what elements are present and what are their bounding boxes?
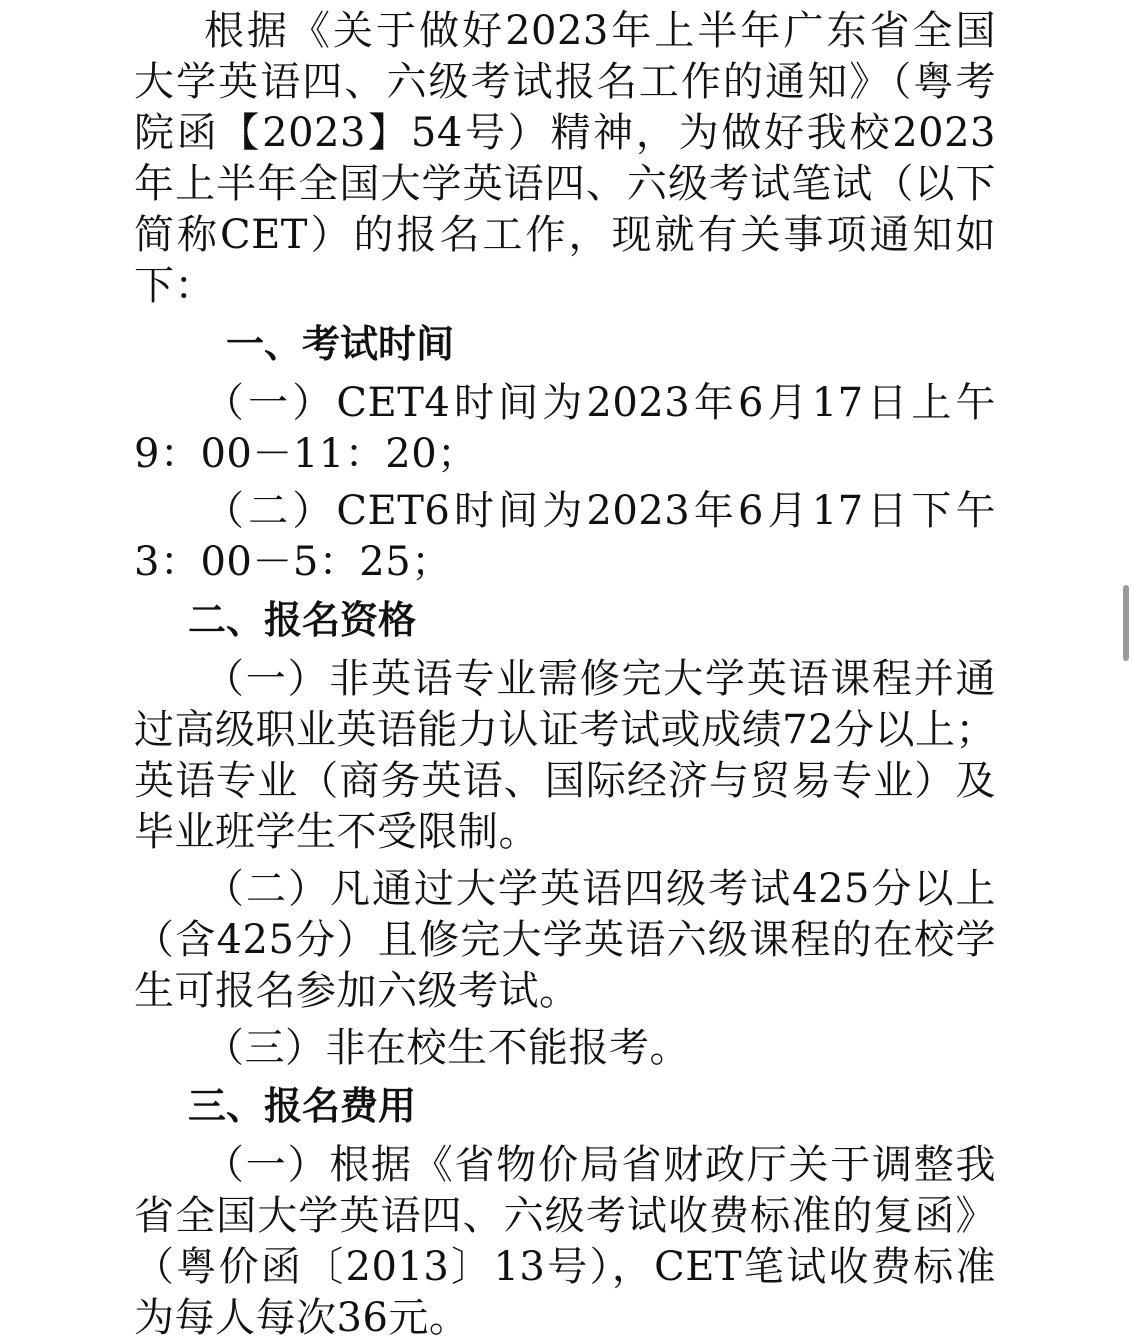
vertical-scrollbar[interactable]	[1119, 0, 1133, 1280]
exam-time-item-cet4: （一）CET4时间为2023年6月17日上午9：00－11：20；	[134, 380, 996, 477]
section-heading-eligibility: 二、报名资格	[188, 598, 417, 642]
intro-paragraph: 根据《关于做好2023年上半年广东省全国大学英语四、六级考试报名工作的通知》（粤考院函【2023】54号）精神，为做好我校2023年上半年全国大学英语四、六级考试笔试（以下简称CET）的报名工作，现就有关事项通知如下：	[134, 8, 996, 309]
eligibility-item-1: （一）非英语专业需修完大学英语课程并通过高级职业英语能力认证考试或成绩72分以上；英语专业（商务英语、国际经济与贸易专业）及毕业班学生不受限制。	[134, 656, 996, 855]
section-heading-exam-time: 一、考试时间	[226, 322, 455, 366]
section-heading-fees: 三、报名费用	[188, 1084, 417, 1128]
eligibility-item-3: （三）非在校生不能报考。	[204, 1025, 690, 1071]
scrollbar-thumb[interactable]	[1123, 585, 1129, 661]
fees-item-1: （一）根据《省物价局省财政厅关于调整我省全国大学英语四、六级考试收费标准的复函》（粤价函〔2013〕13号），CET笔试收费标准为每人每次36元。	[134, 1142, 996, 1341]
document-body	[134, 6, 996, 1344]
exam-time-item-cet6: （二）CET6时间为2023年6月17日下午3：00－5：25；	[134, 488, 996, 585]
eligibility-item-2: （二）凡通过大学英语四级考试425分以上（含425分）且修完大学英语六级课程的在校学生可报名参加六级考试。	[134, 866, 996, 1014]
